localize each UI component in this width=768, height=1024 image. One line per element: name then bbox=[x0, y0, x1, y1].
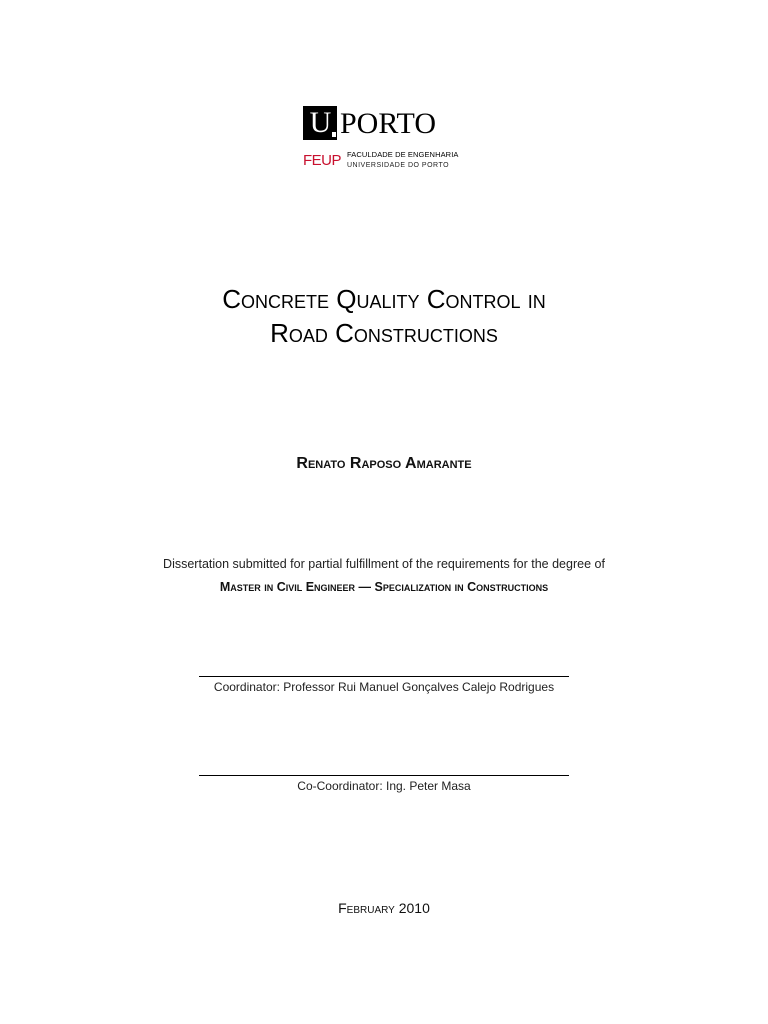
coordinator-signature-line bbox=[199, 676, 569, 677]
co-coordinator-label: Co-Coordinator: Ing. Peter Masa bbox=[297, 779, 471, 793]
logo-dot bbox=[332, 132, 336, 137]
title-line-2: Road Constructions bbox=[270, 318, 498, 348]
document-title bbox=[0, 282, 768, 350]
logo-feup: FEUP bbox=[303, 152, 342, 169]
title-line-1: Concrete Quality Control in bbox=[222, 284, 546, 314]
submission-date: February 2010 bbox=[338, 900, 430, 916]
logo-faculty: FACULDADE DE ENGENHARIA bbox=[347, 150, 459, 159]
submission-statement: Dissertation submitted for partial fulfillment of the requirements for the degree of bbox=[163, 557, 605, 571]
logo-university: UNIVERSIDADE DO PORTO bbox=[347, 162, 450, 169]
logo-u-letter: U bbox=[309, 106, 332, 139]
university-logo bbox=[303, 106, 473, 174]
coordinator-label: Coordinator: Professor Rui Manuel Gonçalves Calejo Rodrigues bbox=[213, 680, 555, 694]
degree-name: Master in Civil Engineer — Specialization in Constructions bbox=[219, 580, 549, 594]
author-name: Renato Raposo Amarante bbox=[296, 455, 472, 472]
co-coordinator-signature-line bbox=[199, 775, 569, 776]
logo-wordmark: PORTO bbox=[340, 107, 437, 140]
